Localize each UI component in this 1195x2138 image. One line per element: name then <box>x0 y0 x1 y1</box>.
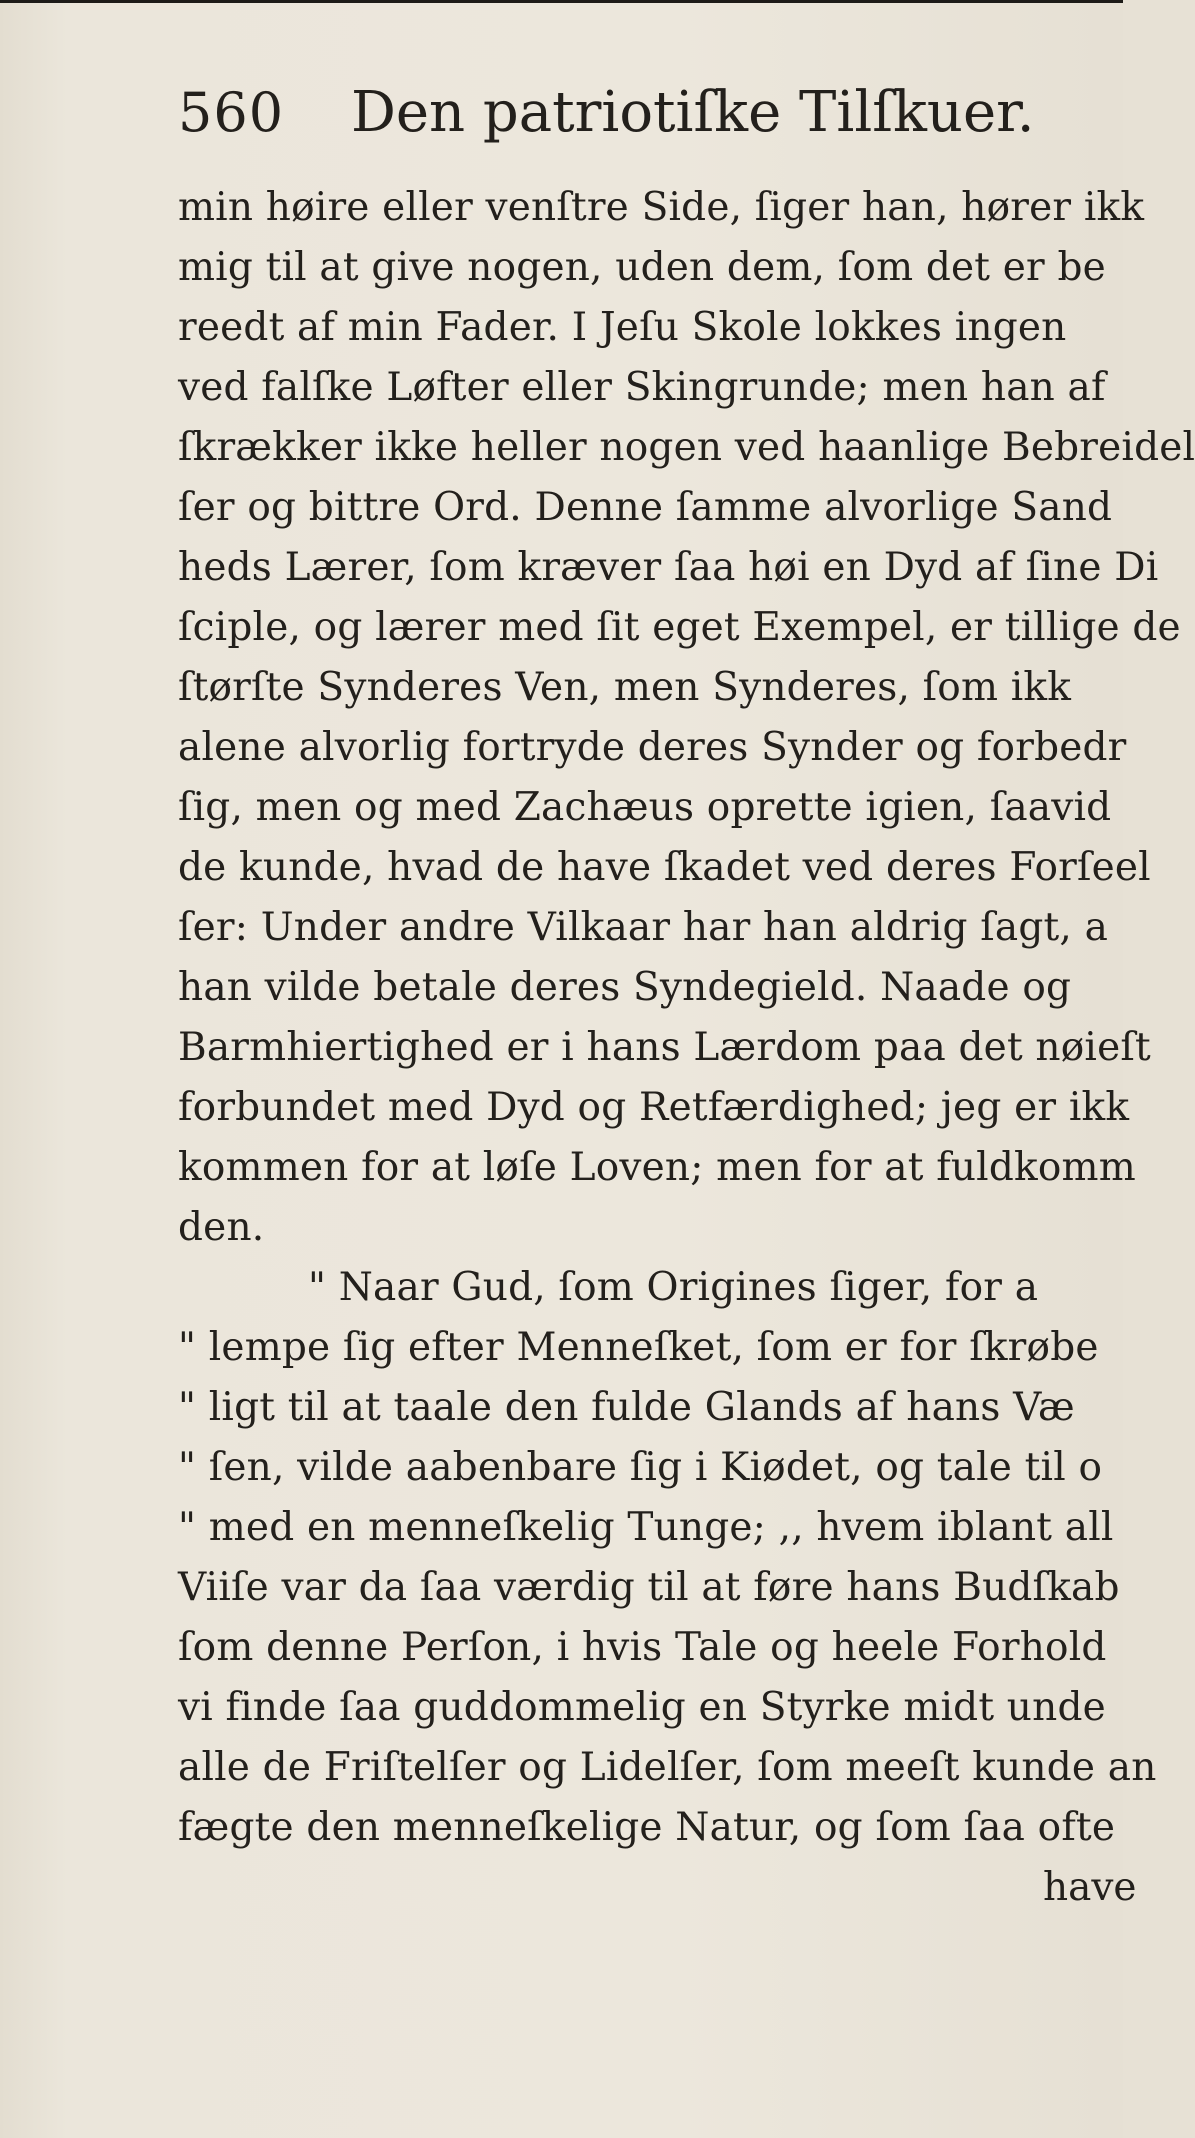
text-line: heds Lærer, ſom kræver ſaa høi en Dyd af ſine Di <box>178 545 1159 590</box>
text-line: han vilde betale deres Syndegield. Naade og <box>178 965 1072 1010</box>
text-line: ved falſke Løfter eller Skingrunde; men han af <box>178 365 1106 410</box>
text-line: alle de Friſtelſer og Lidelſer, ſom meeſt kunde an <box>178 1745 1157 1790</box>
text-line: Viiſe var da ſaa værdig til at føre hans Budſkab <box>178 1565 1120 1610</box>
body-text <box>178 178 1195 2078</box>
page-number: 560 <box>178 81 285 144</box>
text-line: " med en menneſkelig Tunge; ,, hvem iblant all <box>178 1505 1114 1550</box>
text-line: " lempe ſig efter Menneſket, ſom er for ſkrøbe <box>178 1325 1099 1370</box>
text-line: " Naar Gud, ſom Origines ſiger, for a <box>308 1265 1039 1310</box>
text-line: vi finde ſaa guddommelig en Styrke midt unde <box>178 1685 1106 1730</box>
text-line: de kunde, hvad de have ſkadet ved deres Forſeel <box>178 845 1151 890</box>
text-line: ſciple, og lærer med ſit eget Exempel, er tillige de <box>178 605 1181 650</box>
catchword: have <box>1043 1865 1137 1910</box>
text-line: ſtørſte Synderes Ven, men Synderes, ſom ikk <box>178 665 1072 710</box>
text-line: mig til at give nogen, uden dem, ſom det er be <box>178 245 1106 290</box>
text-line: " ſen, vilde aabenbare ſig i Kiødet, og tale til o <box>178 1445 1103 1490</box>
text-line: ſig, men og med Zachæus oprette igien, ſaavid <box>178 785 1112 830</box>
text-line: kommen for at løſe Loven; men for at fuldkomm <box>178 1145 1136 1190</box>
text-line: forbundet med Dyd og Retfærdighed; jeg er ikk <box>178 1085 1130 1130</box>
text-line: ſkrækker ikke heller nogen ved haanlige Bebreidel <box>178 425 1195 470</box>
text-line: min høire eller venſtre Side, ſiger han, hører ikk <box>178 185 1145 230</box>
text-line: ſom denne Perſon, i hvis Tale og heele Forhold <box>178 1625 1107 1670</box>
text-line: den. <box>178 1205 265 1250</box>
page-header <box>178 72 1123 152</box>
text-line: " ligt til at taale den fulde Glands af hans Væ <box>178 1385 1075 1430</box>
text-line: reedt af min Fader. I Jeſu Skole lokkes ingen <box>178 305 1067 350</box>
text-line: ſer og bittre Ord. Denne ſamme alvorlige Sand <box>178 485 1113 530</box>
page-top-edge <box>0 0 1123 3</box>
text-line: fægte den menneſkelige Natur, og ſom ſaa ofte <box>178 1805 1116 1850</box>
text-line: alene alvorlig fortryde deres Synder og forbedr <box>178 725 1127 770</box>
text-line: Barmhiertighed er i hans Lærdom paa det nøieſt <box>178 1025 1151 1070</box>
running-title: Den patriotiſke Tilſkuer. <box>351 80 1035 145</box>
text-line: ſer: Under andre Vilkaar har han aldrig ſagt, a <box>178 905 1109 950</box>
